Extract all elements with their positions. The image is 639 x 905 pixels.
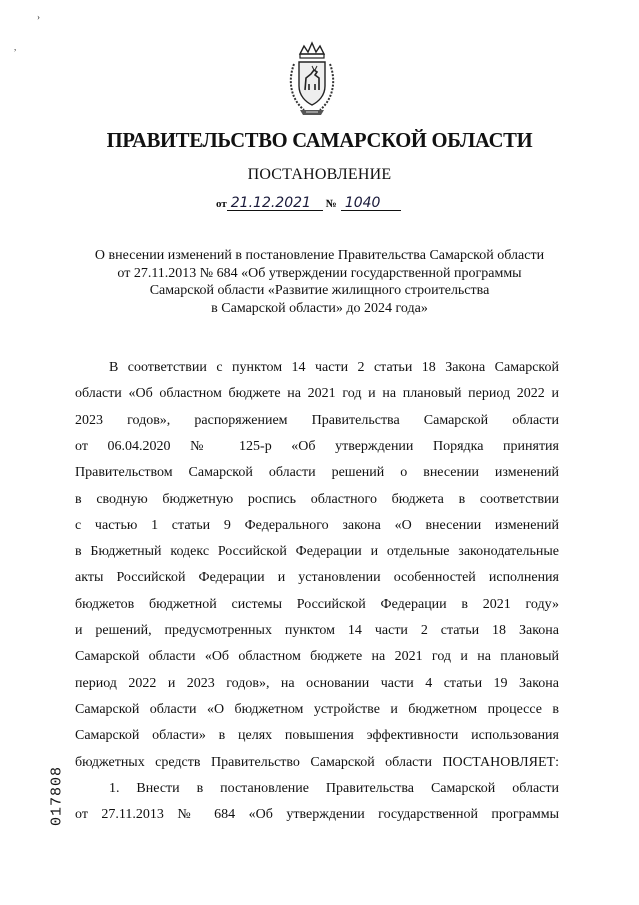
body-line: 1. Внести в постановление Правительства Самарской области — [109, 780, 559, 796]
body-line: Самарской области «Об областном бюджете на 2021 год и на плановый — [75, 649, 559, 665]
government-title: ПРАВИТЕЛЬСТВО САМАРСКОЙ ОБЛАСТИ — [106, 128, 533, 152]
body-line: 2023 годов», распоряжением Правительства Самарской области — [75, 412, 559, 428]
body-line: акты Российской Федерации и установлении особенностей исполнения — [75, 570, 559, 586]
handwritten-date: 21.12.2021 — [227, 196, 323, 211]
scan-mark: , — [14, 42, 17, 52]
body-line: от 27.11.2013 № 684 «Об утверждении государственной программы — [75, 807, 559, 823]
date-prefix: от — [216, 198, 227, 210]
body-line: бюджетных средств Правительство Самарской области ПОСТАНОВЛЯЕТ: — [75, 754, 559, 770]
body-line: В соответствии с пунктом 14 части 2 статьи 18 Закона Самарской — [109, 360, 559, 375]
handwritten-number: 1040 — [341, 196, 401, 211]
heading-line: от 27.11.2013 № 684 «Об утверждении государственной программы — [117, 265, 522, 281]
coat-of-arms-emblem — [284, 40, 340, 120]
document-type: ПОСТАНОВЛЕНИЕ — [247, 166, 392, 183]
heading-line: О внесении изменений в постановление Правительства Самарской области — [94, 248, 545, 263]
heading-line: Самарской области «Развитие жилищного строительства — [149, 283, 490, 298]
serial-stamp — [47, 766, 67, 826]
body-line: и решений, предусмотренных пунктом 14 части 2 статьи 18 Закона — [75, 623, 559, 638]
body-line: бюджетов бюджетной системы Российской Федерации в 2021 году» — [75, 596, 559, 612]
body-line: области «Об областном бюджете на 2021 год и на плановый период 2022 и — [75, 386, 559, 402]
date-number-line — [216, 196, 401, 211]
body-line: Самарской области «О бюджетном устройстве и бюджетном процессе в — [75, 701, 559, 717]
body-line: в Бюджетный кодекс Российской Федерации и отдельные законодательные — [75, 544, 559, 560]
body-line: с частью 1 статьи 9 Федерального закона «О внесении изменений — [75, 517, 559, 533]
body-line: от 06.04.2020 № 125-р «Об утверждении Порядка принятия — [75, 438, 559, 454]
body-line: Правительством Самарской области решений о внесении изменений — [75, 465, 559, 481]
body-line: период 2022 и 2023 годов», на основании части 4 статьи 19 Закона — [75, 675, 559, 691]
scan-mark: › — [37, 12, 40, 22]
heading-line: в Самарской области» до 2024 года» — [211, 300, 428, 316]
body-line: в сводную бюджетную роспись областного бюджета в соответствии — [75, 491, 559, 507]
body-line: Самарской области» в целях повышения эффективности использования — [75, 728, 559, 744]
number-prefix: № — [325, 198, 337, 210]
serial-number: 017808 — [48, 765, 66, 827]
document-heading — [0, 247, 639, 317]
